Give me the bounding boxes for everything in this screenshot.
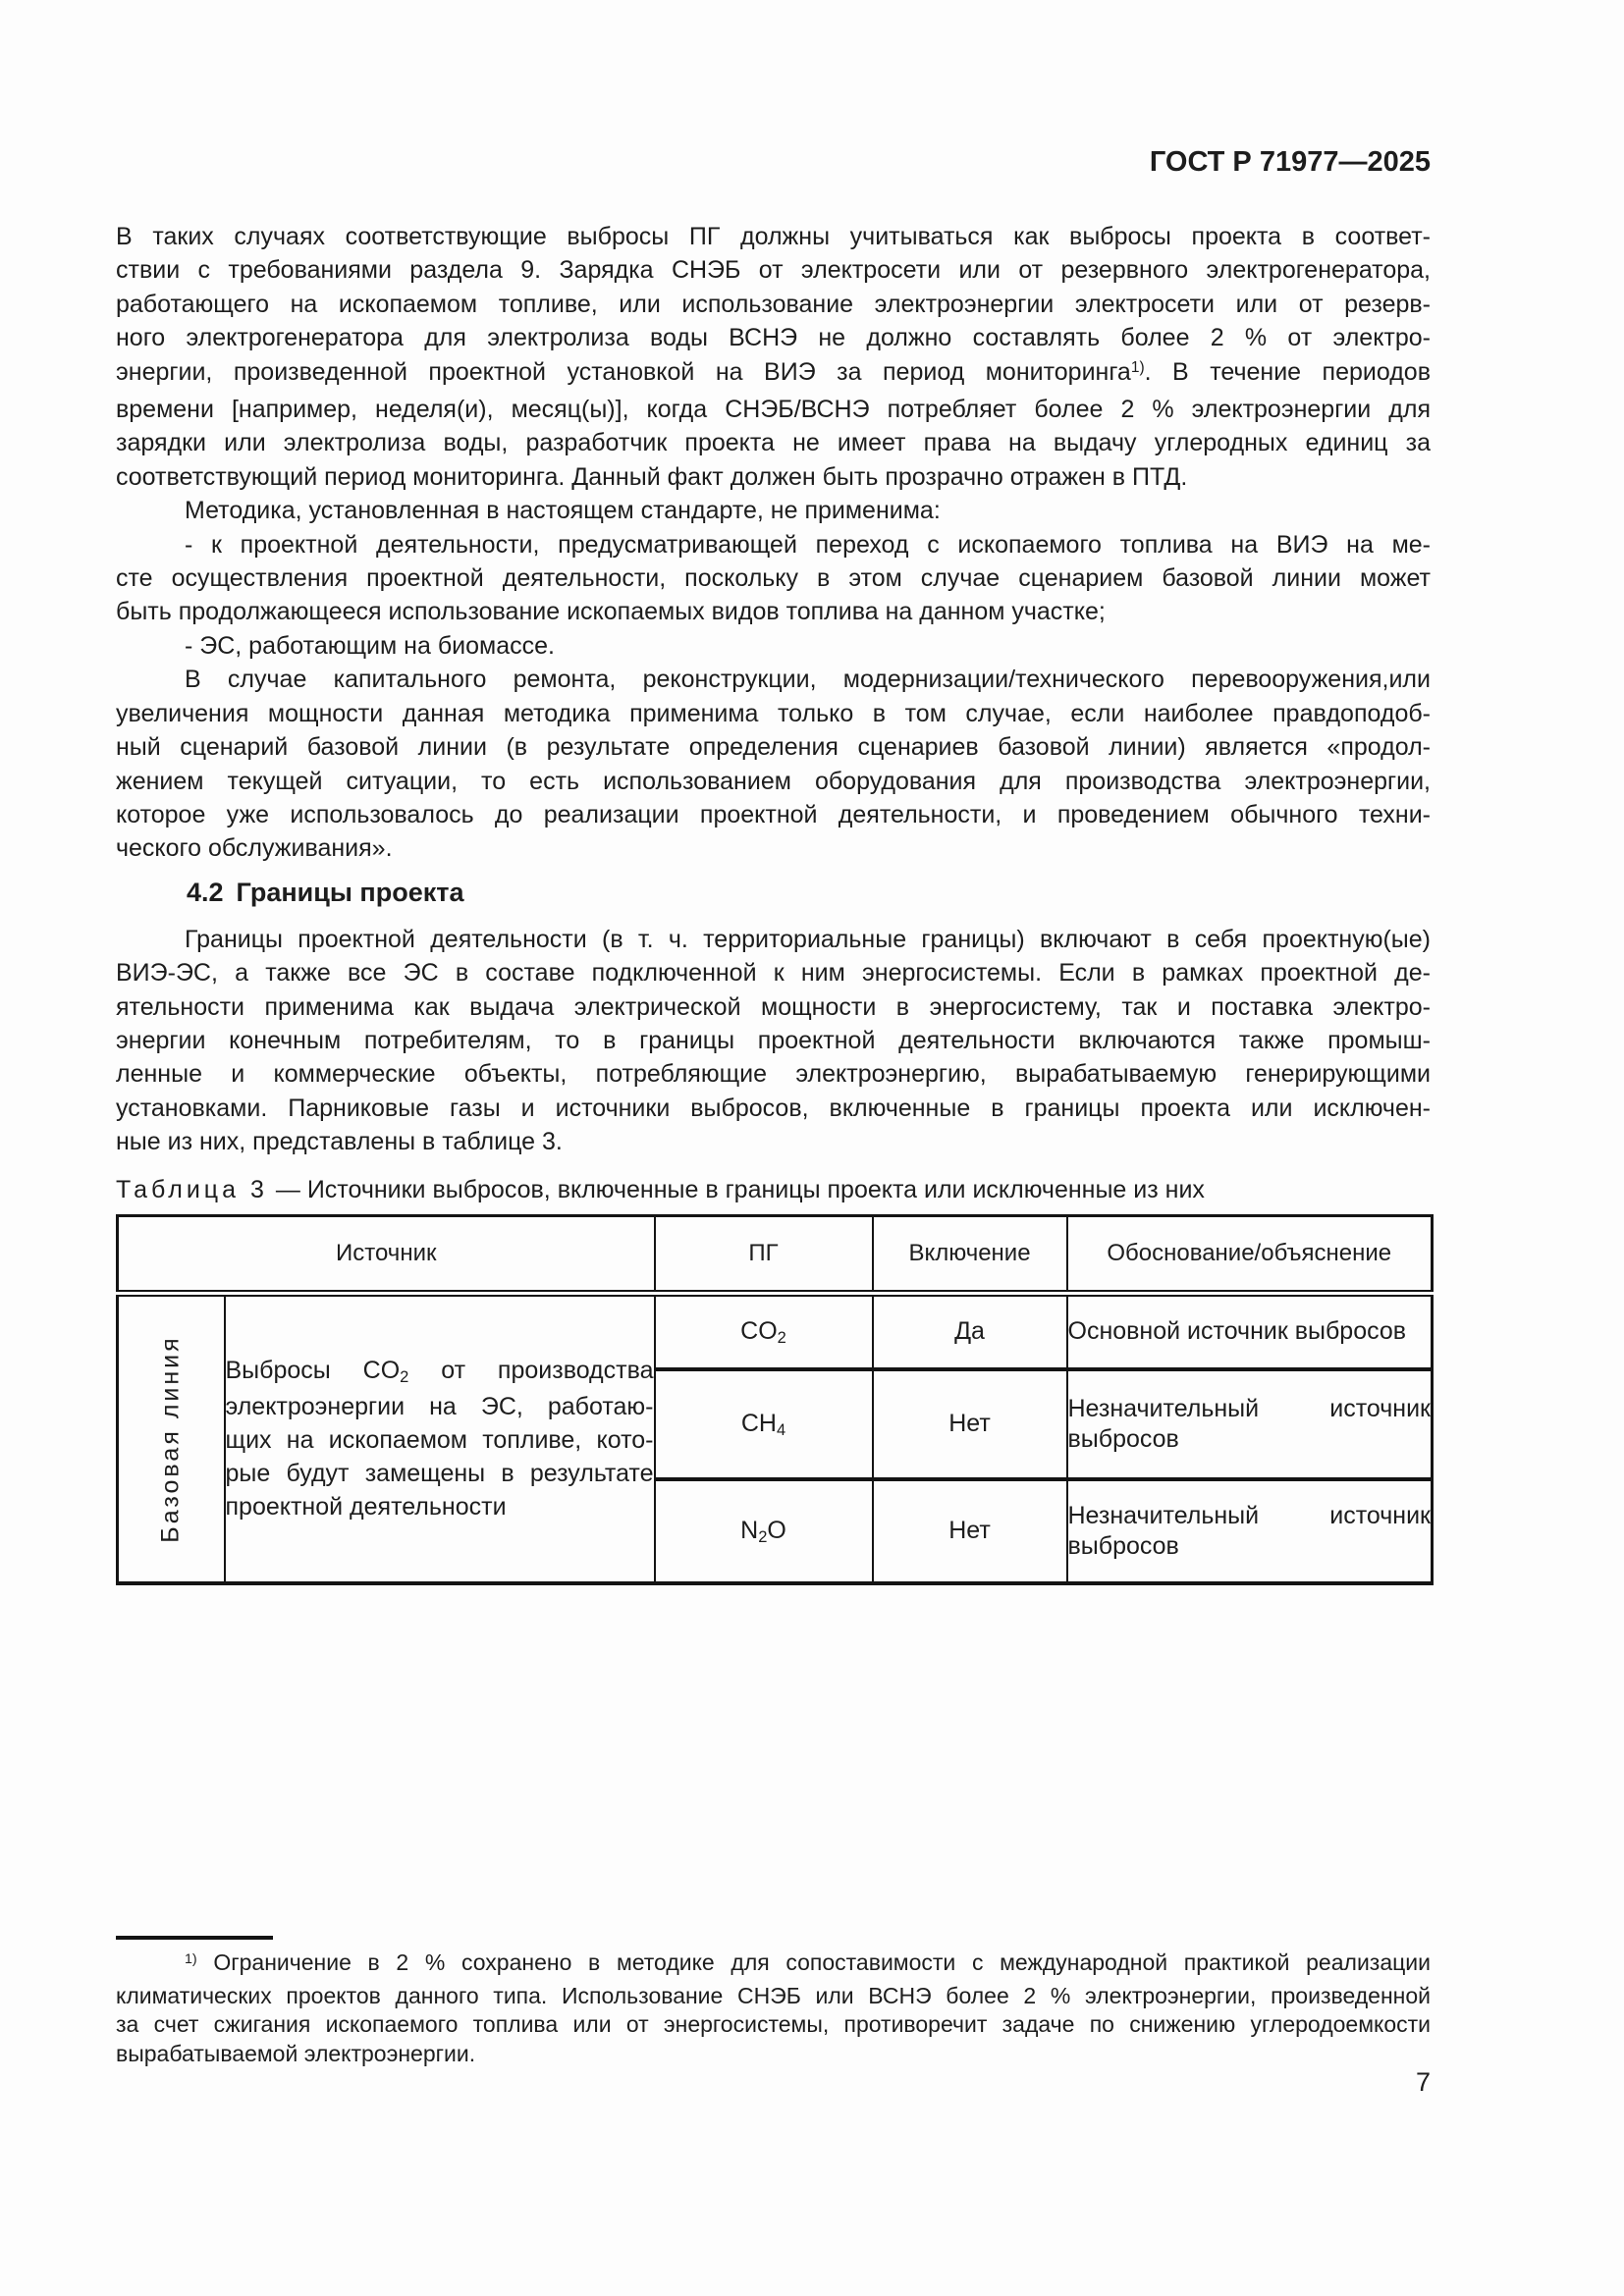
table-caption <box>116 1175 1431 1204</box>
text-line: Основной источник выбросов <box>1067 1317 1407 1346</box>
text-line: ленные и коммерческие объекты, потребляющие электроэнергию, вырабатываемую генерирующими <box>116 1060 1431 1089</box>
text-line: установками. Парниковые газы и источники выбросов, включенные в границы проекта или исключен- <box>116 1094 1431 1122</box>
paragraph <box>116 528 1431 629</box>
text-line: ческого обслуживания». <box>116 834 393 863</box>
text-line: выбросов <box>1067 1424 1179 1453</box>
footnote-rule <box>116 1936 273 1940</box>
table-header-row <box>118 1215 1433 1293</box>
row-group-cell <box>118 1293 225 1583</box>
text-line: ВИЭ-ЭС, а также все ЭС в составе подключенной к ним энергосистемы. Если в рамках проектной де- <box>116 959 1431 988</box>
text-line: которое уже использовалось до реализации проектной деятельности, и проведением обычного техни- <box>116 800 1431 828</box>
header-gas: ПГ <box>655 1215 873 1293</box>
text-line: Незначительный источник <box>1067 1501 1431 1529</box>
paragraph <box>116 629 1431 663</box>
text-line: за счет сжигания ископаемого топлива или от энергосистемы, противоречит задаче по снижению углеродоемкости <box>116 2011 1431 2037</box>
text-line: рые будут замещены в результате <box>225 1460 654 1488</box>
text-line: ствии с требованиями раздела 9. Зарядка СНЭБ от электросети или от резервного электрогенератора, <box>116 256 1431 285</box>
gas-formula: CO <box>740 1317 778 1346</box>
text-line: проектной деятельности <box>225 1493 507 1522</box>
text-line: В случае капитального ремонта, реконструкции, модернизации/технического перевооружения,или <box>185 666 1431 694</box>
subscript: 2 <box>758 1527 768 1546</box>
table-caption-label: Таблица 3 <box>116 1175 268 1203</box>
text-line: Границы проектной деятельности (в т. ч. территориальные границы) включают в себя проектную(ые) <box>185 925 1431 953</box>
paragraph <box>116 494 1431 527</box>
text-line: щих на ископаемом топливе, кото- <box>225 1426 654 1455</box>
header-inclusion: Включение <box>873 1215 1067 1293</box>
inclusion-cell: Нет <box>873 1369 1067 1479</box>
text-line: вырабатываемой электроэнергии. <box>116 2040 476 2066</box>
gas-cell <box>655 1293 873 1369</box>
text-line: сте осуществления проектной деятельности, поскольку в этом случае сценарием базовой линии может <box>116 564 1431 593</box>
text-line: ный сценарий базовой линии (в результате определения сценариев базовой линии) является «продол- <box>116 733 1431 762</box>
footnote <box>116 1936 1431 2068</box>
text-line: - к проектной деятельности, предусматривающей переход с ископаемого топлива на ВИЭ на ме- <box>185 530 1431 559</box>
paragraph <box>116 220 1431 494</box>
inclusion-cell: Да <box>873 1293 1067 1369</box>
text-line: зарядки или электролиза воды, разработчик проекта не имеет права на выдачу углеродных единиц за <box>116 429 1431 457</box>
gas-cell <box>655 1479 873 1583</box>
text-line: климатических проектов данного типа. Использование СНЭБ или ВСНЭ более 2 % электроэнергии, произведенной <box>116 1982 1431 2008</box>
text-line: Выбросы $CO_2$ от производства <box>225 1357 654 1386</box>
page-number: 7 <box>1415 2067 1431 2097</box>
gas-cell <box>655 1369 873 1479</box>
row-group-label: Базовая линия <box>156 1334 185 1543</box>
subscript: 2 <box>777 1328 786 1347</box>
text-line: В таких случаях соответствующие выбросы ПГ должны учитываться как выбросы проекта в соответ- <box>116 223 1431 250</box>
footnote-text <box>116 1949 1431 2068</box>
gas-formula-tail: O <box>767 1517 786 1545</box>
text-line: работающего на ископаемом топливе, или использование электроэнергии электросети или от резерв- <box>116 290 1431 318</box>
text-line: Незначительный источник <box>1067 1394 1431 1422</box>
header-justification: Обоснование/объяснение <box>1067 1215 1433 1293</box>
section-title: Границы проекта <box>236 877 464 907</box>
section-number: 4.2 <box>187 877 224 907</box>
superscript: 1) <box>185 1950 197 1967</box>
inclusion-cell: Нет <box>873 1479 1067 1583</box>
text-line: быть продолжающееся использование ископаемых видов топлива на данном участке; <box>116 598 1106 626</box>
gas-formula: N <box>740 1517 759 1545</box>
justification-cell <box>1067 1293 1433 1369</box>
subscript: 2 <box>400 1367 409 1386</box>
text-line: увеличения мощности данная методика применима только в том случае, если наиболее правдоподоб- <box>116 699 1431 727</box>
table-row <box>118 1293 1433 1369</box>
text-line: $^{1)}$ Ограничение в 2 % сохранено в методике для сопоставимости с международной практикой реализации <box>185 1949 1431 1975</box>
text-line: энергии конечным потребителям, то в границы проектной деятельности включаются также промыш- <box>116 1026 1431 1054</box>
paragraph <box>116 923 1431 1159</box>
text-line: ятельности применима как выдача электрической мощности в энергосистему, так и поставка электро- <box>116 992 1431 1021</box>
text-line: - ЭС, работающим на биомассе. <box>185 631 555 660</box>
body-text <box>116 220 1431 1585</box>
text-line: ного электрогенератора для электролиза воды ВСНЭ не должно составлять более 2 % от электро- <box>116 324 1431 352</box>
header-source: Источник <box>118 1215 655 1293</box>
gas-formula: CH <box>740 1410 777 1438</box>
document-code: ГОСТ Р 71977—2025 <box>1149 146 1431 178</box>
text-line: выбросов <box>1067 1531 1179 1560</box>
table-caption-text: — Источники выбросов, включенные в границы проекта или исключенные из них <box>275 1175 1205 1203</box>
text-line: времени [например, неделя(и), месяц(ы)], когда СНЭБ/ВСНЭ потребляет более 2 % электроэнергии для <box>116 396 1431 424</box>
text-line: электроэнергии на ЭС, работаю- <box>225 1393 654 1421</box>
text-line: жением текущей ситуации, то есть использованием оборудования для производства электроэнергии, <box>116 767 1431 795</box>
paragraph <box>116 663 1431 865</box>
justification-cell <box>1067 1369 1433 1479</box>
section-heading <box>116 878 1431 907</box>
text-line: энергии, произведенной проектной установкой на ВИЭ за период мониторинга$^{1)}$. В течение периодов <box>116 357 1431 386</box>
text-line: ные из них, представлены в таблице 3. <box>116 1128 563 1156</box>
text-line: соответствующий период мониторинга. Данный факт должен быть прозрачно отражен в ПТД. <box>116 462 1188 491</box>
superscript: 1) <box>1130 358 1145 376</box>
text-line: Методика, установленная в настоящем стандарте, не применима: <box>185 497 941 525</box>
subscript: 4 <box>776 1420 786 1439</box>
source-description-cell <box>225 1293 655 1583</box>
justification-cell <box>1067 1479 1433 1583</box>
emissions-sources-table <box>116 1214 1434 1585</box>
